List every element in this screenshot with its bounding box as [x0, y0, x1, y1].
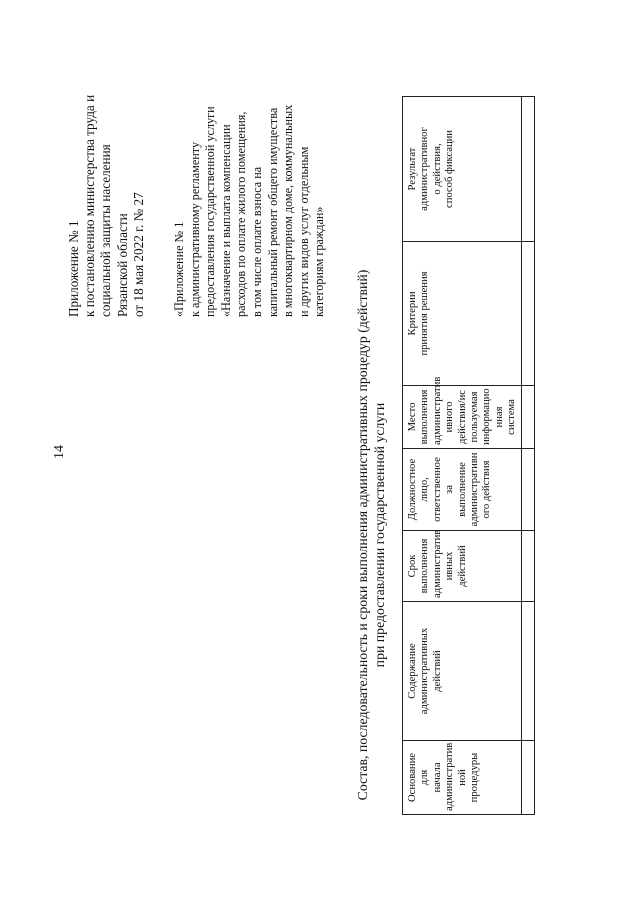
regulation-reference-block	[172, 17, 328, 317]
appendix-header-line: Приложение № 1	[66, 220, 81, 317]
document-title	[355, 255, 388, 815]
regulation-line: расходов по оплате жилого помещения,	[234, 111, 249, 317]
table-cell	[521, 97, 534, 242]
regulation-line: к административному регламенту	[187, 141, 202, 317]
table-header-row	[403, 97, 522, 815]
appendix-header-line: социальной защиты населения	[98, 144, 114, 317]
header-criteria: Критерии принятия решения	[403, 242, 522, 386]
regulation-line: «Назначение и выплата компенсации	[218, 124, 233, 317]
appendix-header-line: к постановлению министерства труда и	[82, 94, 98, 317]
table-cell	[521, 242, 534, 386]
table-cell	[521, 386, 534, 449]
regulation-line: капитальный ремонт общего имущества	[265, 107, 280, 317]
appendix-header-block	[66, 27, 147, 317]
appendix-header-line: Рязанской области	[114, 213, 130, 317]
table-cell	[521, 531, 534, 602]
regulation-line: категориям граждан»	[312, 206, 327, 317]
table-cell	[521, 449, 534, 531]
appendix-header-line: от 18 мая 2022 г. № 27	[130, 192, 146, 317]
regulation-line: «Приложение № 1	[172, 221, 186, 317]
header-basis: Основание для начала административ ной процедуры	[403, 741, 522, 815]
regulation-line: предоставления государственной услуги	[203, 106, 218, 317]
title-line: при предоставлении государственной услуги	[371, 402, 387, 668]
table-cell	[521, 602, 534, 741]
title-line: Состав, последовательность и сроки выполнения административных процедур (действий)	[355, 269, 370, 801]
page-number: 14	[52, 445, 67, 459]
header-place: Место выполнения административ ивного действия/ис пользуемая информацио нная система	[403, 386, 522, 449]
regulation-line: в том числе оплате взноса на	[249, 166, 264, 317]
header-official: Должностное лицо, ответственное за выполнение административн ого действия	[403, 449, 522, 531]
header-content: Содержание административных действий	[403, 602, 522, 741]
header-result: Результат административног о действия, способ фиксации	[403, 97, 522, 242]
regulation-line: и других видов услуг отдельным	[296, 146, 311, 317]
table-cell	[521, 741, 534, 815]
regulation-line: в многоквартирном доме, коммунальных	[281, 104, 296, 317]
header-term: Срок выполнения административ ивных действий	[403, 531, 522, 602]
table-row	[521, 97, 534, 815]
procedures-table	[402, 96, 535, 815]
